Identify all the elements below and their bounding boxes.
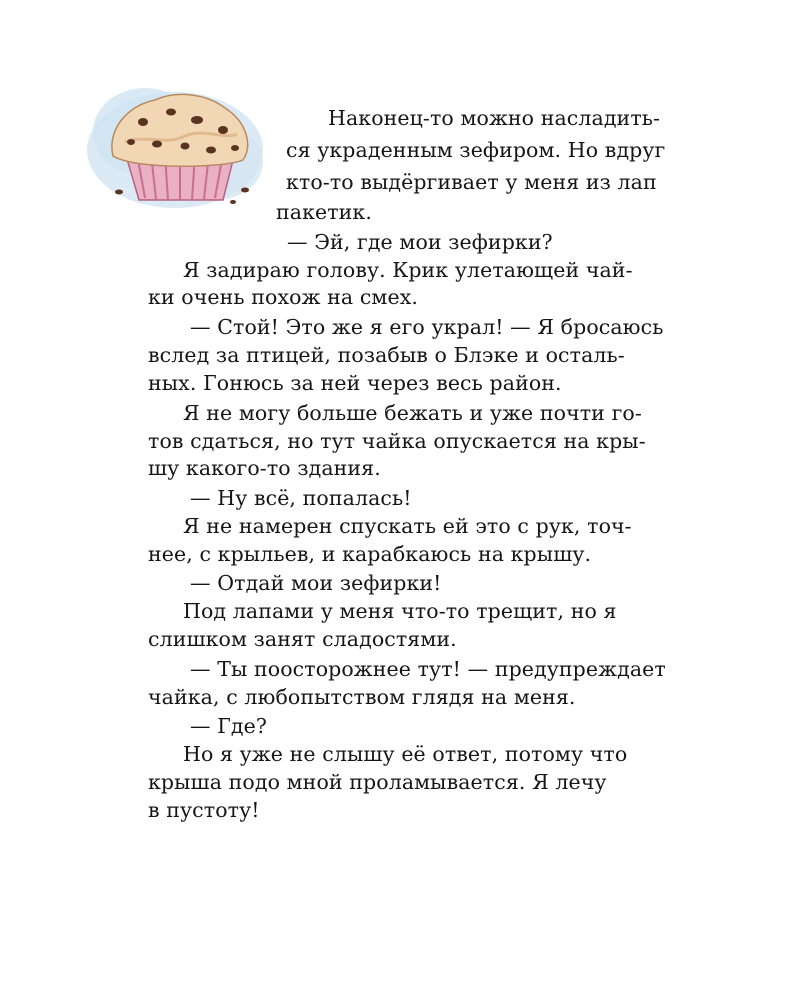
text-line-23: Но я уже не слышу её ответ, потому что — [183, 742, 628, 766]
text-line-2: ся украденным зефиром. Но вдруг — [286, 138, 666, 162]
text-line-1: Наконец-то можно насладить- — [328, 106, 661, 130]
text-line-16: нее, с крыльев, и карабкаюсь на крышу. — [148, 542, 592, 566]
text-line-13: шу какого-то здания. — [148, 456, 381, 480]
text-line-3: кто-то выдёргивает у меня из лап — [286, 170, 657, 194]
text-line-12: тов сдаться, но тут чайка опускается на кры- — [148, 429, 646, 453]
text-line-18: Под лапами у меня что-то трещит, но я — [183, 599, 617, 623]
text-line-11: Я не могу больше бежать и уже почти го- — [183, 401, 642, 425]
text-line-6: Я задираю голову. Крик улетающей чай- — [183, 258, 633, 282]
text-line-24: крыша подо мной проламывается. Я лечу — [148, 770, 607, 794]
text-line-22: — Где? — [190, 714, 267, 738]
text-line-15: Я не намерен спускать ей это с рук, точ- — [183, 514, 632, 538]
text-line-7: ки очень похож на смех. — [148, 285, 418, 309]
text-line-8: — Стой! Это же я его украл! — Я бросаюсь — [190, 315, 664, 339]
text-line-14: — Ну всё, попалась! — [190, 486, 412, 510]
text-line-4: пакетик. — [276, 200, 372, 224]
text-line-20: — Ты поосторожнее тут! — предупреждает — [190, 657, 666, 681]
muffin-illustration — [85, 72, 275, 212]
text-line-19: слишком занят сладостями. — [148, 627, 457, 651]
text-line-21: чайка, с любопытством глядя на меня. — [148, 685, 576, 709]
text-line-9: вслед за птицей, позабыв о Блэке и осталь- — [148, 343, 625, 367]
text-line-10: ных. Гонюсь за ней через весь район. — [148, 371, 562, 395]
text-line-17: — Отдай мои зефирки! — [190, 571, 442, 595]
text-line-5: — Эй, где мои зефирки? — [287, 230, 553, 254]
muffin-icon — [85, 72, 275, 212]
text-line-25: в пустоту! — [148, 798, 260, 822]
